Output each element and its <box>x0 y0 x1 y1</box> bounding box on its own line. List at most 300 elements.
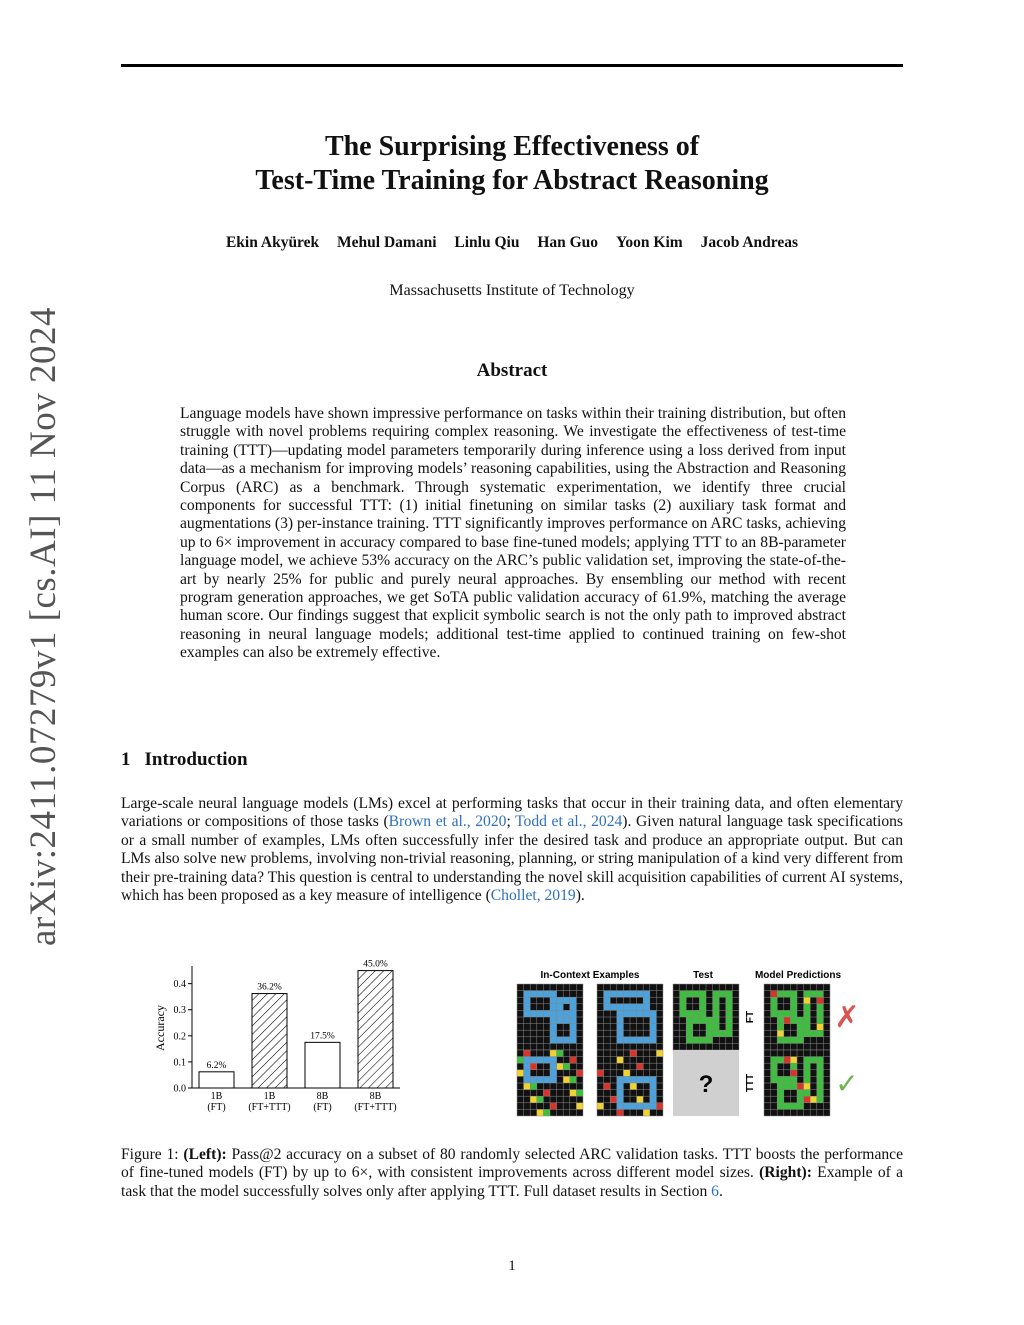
grid-cell <box>617 1096 624 1103</box>
check-mark-icon: ✓ <box>835 1068 859 1099</box>
bar <box>199 1072 234 1088</box>
grid-cell <box>570 1004 577 1011</box>
grid-cell <box>790 997 797 1004</box>
grid-cell <box>570 1024 577 1031</box>
grid-cell <box>784 1017 791 1024</box>
grid-cell <box>637 1103 644 1110</box>
grid-cell <box>643 1037 650 1044</box>
grid-cell <box>530 1057 537 1064</box>
grid-cell <box>790 1070 797 1077</box>
grid-cell <box>617 1004 624 1011</box>
grid-cell <box>804 1057 811 1064</box>
grid-cell <box>686 1024 693 1031</box>
row-label-ttt: TTT <box>745 1073 756 1093</box>
citation-link[interactable]: Chollet, 2019 <box>490 887 576 905</box>
author: Yoon Kim <box>615 234 683 251</box>
grid-cell <box>797 1037 804 1044</box>
citation-link[interactable]: Brown et al., 2020 <box>388 813 507 831</box>
grid-cell <box>637 1063 644 1070</box>
grid-cell <box>817 1076 824 1083</box>
grid-cell <box>784 1083 791 1090</box>
bar <box>305 1042 340 1088</box>
grid-cell <box>656 1103 663 1110</box>
grid-cell <box>790 991 797 998</box>
grid-cell <box>686 1037 693 1044</box>
author: Jacob Andreas <box>700 234 799 251</box>
wrong-mark-icon: ✗ <box>834 1001 860 1034</box>
grid-cell <box>570 1076 577 1083</box>
grid-cell <box>597 1070 604 1077</box>
grid-cell <box>790 1037 797 1044</box>
grid-cell <box>790 1083 797 1090</box>
grid-cell <box>784 991 791 998</box>
grid-cell <box>804 1004 811 1011</box>
grid-cell <box>617 1090 624 1097</box>
grid-cell <box>699 1037 706 1044</box>
header-model-predictions: Model Predictions <box>754 970 842 981</box>
grid-cell <box>771 1057 778 1064</box>
grid-cell <box>557 1010 564 1017</box>
grid-cell <box>804 1063 811 1070</box>
grid-cell <box>771 991 778 998</box>
intro-paragraph: Large-scale neural language models (LMs) excel at performing tasks that occur in their training data, and often elementary variations or compositions of those tasks (Brown et al., 2020; Todd et al., 2024). Given natural language task specifications or a small number of examples, LMs often successfully infer the desired task and produce an appropriate output. But can LMs also solve new problems, involving non-trivial reasoning, planning, or string manipulation of a kind very different from their pre-training data? This question is central to understanding the novel skill acquisition capabilities of current AI systems, which has been proposed as a key measure of intelligence (Chollet, 2019). <box>121 795 903 905</box>
grid-cell <box>771 1070 778 1077</box>
grid-cell <box>777 1076 784 1083</box>
grid-cell <box>777 991 784 998</box>
grid-cell <box>693 1017 700 1024</box>
grid-cell <box>630 991 637 998</box>
grid-cell <box>790 1076 797 1083</box>
intro-text: ). Given natural language task specifications or a small number of examples, LMs often successfully infer the desired task and produce an appropriate output. But can LMs also solve new problems, involving non-trivial reasoning, planning, or string manipulation of a kind very different from their pre-training data? This question is central to understanding the novel skill acquisition capabilities of current AI systems, which has been proposed as a key measure of intelligence ( <box>121 813 903 905</box>
grid-cell <box>570 1057 577 1064</box>
grid-cell <box>617 1076 624 1083</box>
grid-cell <box>570 1030 577 1037</box>
grid-cell <box>617 1109 624 1116</box>
grid-cell <box>530 1010 537 1017</box>
grid-cell <box>699 997 706 1004</box>
grid-cell <box>777 1083 784 1090</box>
grid-cell <box>550 1037 557 1044</box>
grid-cell <box>524 991 531 998</box>
grid-cell <box>726 991 733 998</box>
grid-cell <box>771 1076 778 1083</box>
grid-cell <box>617 1083 624 1090</box>
page-number: 1 <box>508 1258 516 1274</box>
grid-cell <box>686 991 693 998</box>
grid-cell <box>617 1037 624 1044</box>
grid-cell <box>597 1103 604 1110</box>
ft-prediction-grid <box>764 984 830 1050</box>
grid-cell <box>797 1030 804 1037</box>
grid-cell <box>804 1083 811 1090</box>
grid-cell <box>777 1057 784 1064</box>
section-heading <box>121 749 248 771</box>
author: Linlu Qiu <box>454 234 520 251</box>
grid-cell <box>543 1057 550 1064</box>
abstract-heading: Abstract <box>476 360 548 381</box>
x-tick-label: 1B <box>263 1091 276 1102</box>
example-output-grid-2 <box>597 1050 663 1116</box>
grid-cell <box>550 1070 557 1077</box>
grid-cell <box>817 1017 824 1024</box>
grid-cell <box>650 1096 657 1103</box>
ttt-prediction-grid <box>764 1050 830 1116</box>
grid-cell <box>713 997 720 1004</box>
grid-cell <box>550 1063 557 1070</box>
grid-cell <box>713 1004 720 1011</box>
grid-cell <box>637 1037 644 1044</box>
grid-cell <box>650 1017 657 1024</box>
x-tick-label: (FT) <box>207 1102 226 1113</box>
grid-cell <box>680 991 687 998</box>
accuracy-bar-chart <box>150 958 397 1118</box>
grid-cell <box>524 1083 531 1090</box>
grid-cell <box>680 1004 687 1011</box>
bar-value-label: 36.2% <box>257 982 282 993</box>
y-tick-label: 0.3 <box>173 1005 186 1017</box>
grid-cell <box>557 1037 564 1044</box>
grid-cell <box>630 1010 637 1017</box>
grid-cell <box>643 1076 650 1083</box>
grid-cell <box>623 1070 630 1077</box>
grid-cell <box>524 1050 531 1057</box>
grid-cell <box>784 1103 791 1110</box>
grid-cell <box>784 1037 791 1044</box>
grid-cell <box>706 1024 713 1031</box>
grid-cell <box>650 1090 657 1097</box>
grid-cell <box>617 1103 624 1110</box>
grid-cell <box>637 1010 644 1017</box>
example-grid-2 <box>597 984 663 1050</box>
grid-cell <box>570 1017 577 1024</box>
author: Han Guo <box>537 234 599 251</box>
grid-cell <box>570 1010 577 1017</box>
grid-cell <box>537 1076 544 1083</box>
section-number: 1 <box>121 749 131 770</box>
grid-cell <box>817 1096 824 1103</box>
grid-cell <box>784 1076 791 1083</box>
grid-cell <box>557 997 564 1004</box>
grid-cell <box>530 1096 537 1103</box>
grid-cell <box>623 1103 630 1110</box>
grid-cell <box>810 1096 817 1103</box>
bar-value-label: 17.5% <box>310 1031 335 1042</box>
example-output-grid-1 <box>517 1050 583 1116</box>
intro-text: Large-scale neural language models (LMs) excel at performing tasks that occur in their training data, and often elementary variations or compositions of those tasks ( <box>121 795 903 831</box>
grid-cell <box>817 1063 824 1070</box>
grid-cell <box>713 1010 720 1017</box>
grid-cell <box>771 1010 778 1017</box>
grid-cell <box>576 1090 583 1097</box>
grid-cell <box>790 1063 797 1070</box>
grid-cell <box>650 1024 657 1031</box>
grid-cell <box>543 1090 550 1097</box>
grid-cell <box>790 1057 797 1064</box>
author-list <box>121 234 903 252</box>
title-line-1: The Surprising Effectiveness of <box>324 131 700 162</box>
bar-value-label: 6.2% <box>206 1060 227 1071</box>
grid-cell <box>797 1024 804 1031</box>
grid-cell <box>810 1057 817 1064</box>
grid-cell <box>604 997 611 1004</box>
grid-cell <box>804 1076 811 1083</box>
grid-cell <box>537 1109 544 1116</box>
grid-cell <box>771 1063 778 1070</box>
grid-cell <box>570 1090 577 1097</box>
grid-cell <box>630 1103 637 1110</box>
grid-cell <box>623 991 630 998</box>
grid-cell <box>680 1010 687 1017</box>
grid-cell <box>550 1010 557 1017</box>
x-tick-label: 8B <box>316 1091 329 1102</box>
grid-cell <box>726 1004 733 1011</box>
grid-cell <box>643 1004 650 1011</box>
grid-cell <box>550 1017 557 1024</box>
figure-caption: Figure 1: (Left): Pass@2 accuracy on a subset of 80 randomly selected ARC validation tasks. TTT boosts the performance of fine-tuned models (FT) by up to 6×, with consistent improvements across different model sizes. (Right): Example of a task that the model successfully solves only after applying TTT. Full dataset results in Section 6. <box>121 1146 903 1200</box>
grid-cell <box>686 1017 693 1024</box>
grid-cell <box>726 1017 733 1024</box>
top-rule <box>121 64 903 67</box>
grid-cell <box>524 997 531 1004</box>
grid-cell <box>817 1057 824 1064</box>
grid-cell <box>699 1017 706 1024</box>
arc-task-figure <box>505 962 885 1122</box>
grid-cell <box>643 997 650 1004</box>
grid-cell <box>777 1017 784 1024</box>
grid-cell <box>804 1090 811 1097</box>
grid-cell <box>557 1050 564 1057</box>
grid-cell <box>643 1010 650 1017</box>
grid-cell <box>797 1096 804 1103</box>
grid-cell <box>570 997 577 1004</box>
y-axis-label: Accuracy <box>153 1005 167 1051</box>
grid-cell <box>790 1017 797 1024</box>
grid-cell <box>643 991 650 998</box>
grid-cell <box>550 1050 557 1057</box>
grid-cell <box>617 991 624 998</box>
grid-cell <box>637 991 644 998</box>
grid-cell <box>557 1004 564 1011</box>
grid-cell <box>637 1096 644 1103</box>
grid-cell <box>804 1070 811 1077</box>
grid-cell <box>617 1030 624 1037</box>
grid-cell <box>777 1024 784 1031</box>
grid-cell <box>563 1037 570 1044</box>
x-tick-label: (FT+TTT) <box>248 1102 291 1113</box>
bar <box>252 994 287 1088</box>
header-test: Test <box>693 970 713 981</box>
grid-cell <box>706 1017 713 1024</box>
grid-cell <box>530 1063 537 1070</box>
grid-cell <box>797 1103 804 1110</box>
test-input-grid <box>673 984 739 1050</box>
grid-cell <box>804 1096 811 1103</box>
grid-cell <box>623 1076 630 1083</box>
grid-cell <box>719 991 726 998</box>
grid-cell <box>550 1030 557 1037</box>
grid-cell <box>623 1010 630 1017</box>
grid-cell <box>680 997 687 1004</box>
grid-cell <box>623 1004 630 1011</box>
bar-value-label: 45.0% <box>363 959 388 970</box>
x-tick-label: (FT+TTT) <box>354 1102 397 1113</box>
grid-cell <box>537 1096 544 1103</box>
caption-left-tag: (Left): <box>183 1146 227 1163</box>
grid-cell <box>563 1076 570 1083</box>
grid-cell <box>817 1004 824 1011</box>
grid-cell <box>713 1017 720 1024</box>
grid-cell <box>817 1024 824 1031</box>
abstract-text: Language models have shown impressive performance on tasks within their training distribution, but often struggle with novel problems requiring complex reasoning. We investigate the effectiveness of test-time training (TTT)—updating model parameters temporarily during inference using a loss derived from input data—as a mechanism for improving models’ reasoning capabilities, using the Abstraction and Reasoning Corpus (ARC) as a benchmark. Through systematic experimentation, we identify three crucial components for successful TTT: (1) initial finetuning on similar tasks (2) auxiliary task format and augmentations (3) per-instance training. TTT significantly improves performance on ARC tasks, achieving up to 6× improvement in accuracy compared to base fine-tuned models; applying TTT to an 8B-parameter language model, we achieve 53% accuracy on the ARC’s public validation set, improving the state-of-the-art by nearly 25% for public and purely neural approaches. By ensembling our method with recent program generation approaches, we get SoTA public validation accuracy of 61.9%, matching the average human score. Our findings suggest that explicit symbolic search is not the only path to improved abstract reasoning in neural language models; additional test-time applied to continued training on few-shot examples can also be extremely effective. <box>180 405 846 662</box>
grid-cell <box>550 991 557 998</box>
grid-cell <box>530 1076 537 1083</box>
grid-cell <box>713 1024 720 1031</box>
grid-cell <box>706 1037 713 1044</box>
grid-cell <box>693 1037 700 1044</box>
grid-cell <box>604 991 611 998</box>
citation-link[interactable]: Todd et al., 2024 <box>515 813 623 831</box>
grid-cell <box>777 1010 784 1017</box>
grid-cell <box>650 1083 657 1090</box>
grid-cell <box>699 1010 706 1017</box>
grid-cell <box>537 1010 544 1017</box>
grid-cell <box>617 1017 624 1024</box>
grid-cell <box>550 1004 557 1011</box>
grid-cell <box>784 1010 791 1017</box>
grid-cell <box>563 1017 570 1024</box>
grid-cell <box>563 1010 570 1017</box>
grid-cell <box>771 997 778 1004</box>
grid-cell <box>650 1076 657 1083</box>
grid-cell <box>630 1004 637 1011</box>
grid-cell <box>650 1030 657 1037</box>
grid-cell <box>790 1010 797 1017</box>
grid-cell <box>537 991 544 998</box>
grid-cell <box>524 1070 531 1077</box>
grid-cell <box>790 1103 797 1110</box>
grid-cell <box>804 1010 811 1017</box>
grid-cell <box>570 1037 577 1044</box>
grid-cell <box>797 1083 804 1090</box>
grid-cell <box>790 1004 797 1011</box>
grid-cell <box>726 1030 733 1037</box>
x-tick-label: 8B <box>369 1091 382 1102</box>
example-grid-1 <box>517 984 583 1050</box>
grid-cell <box>537 1057 544 1064</box>
grid-cell <box>530 991 537 998</box>
caption-right-tag: (Right): <box>759 1164 812 1182</box>
affiliation: Massachusetts Institute of Technology <box>389 282 635 299</box>
grid-cell <box>804 997 811 1004</box>
grid-cell <box>617 1024 624 1031</box>
grid-cell <box>777 1096 784 1103</box>
grid-cell <box>517 1057 524 1064</box>
section-ref-link[interactable]: 6 <box>711 1182 719 1200</box>
grid-cell <box>726 997 733 1004</box>
grid-cell <box>610 1096 617 1103</box>
grid-cell <box>543 1109 550 1116</box>
grid-cell <box>797 1090 804 1097</box>
grid-cell <box>563 997 570 1004</box>
grid-cell <box>550 1076 557 1083</box>
title-line-2: Test-Time Training for Abstract Reasoning <box>255 165 769 196</box>
grid-cell <box>530 1083 537 1090</box>
grid-cell <box>524 1010 531 1017</box>
grid-cell <box>617 1010 624 1017</box>
grid-cell <box>810 991 817 998</box>
grid-cell <box>817 1090 824 1097</box>
grid-cell <box>604 1004 611 1011</box>
grid-cell <box>810 1030 817 1037</box>
grid-cell <box>726 1010 733 1017</box>
grid-cell <box>777 1090 784 1097</box>
grid-cell <box>630 1050 637 1057</box>
grid-cell <box>543 1010 550 1017</box>
grid-cell <box>643 1103 650 1110</box>
grid-cell <box>524 1076 531 1083</box>
grid-cell <box>777 1030 784 1037</box>
grid-cell <box>637 1076 644 1083</box>
grid-cell <box>524 1004 531 1011</box>
y-tick-label: 0.0 <box>173 1083 186 1095</box>
bar <box>358 971 393 1088</box>
grid-cell <box>557 1063 564 1070</box>
grid-cell <box>637 1004 644 1011</box>
grid-cell <box>817 997 824 1004</box>
grid-cell <box>650 1010 657 1017</box>
grid-cell <box>686 1030 693 1037</box>
grid-cell <box>804 1030 811 1037</box>
y-tick-label: 0.2 <box>173 1031 186 1043</box>
author: Ekin Akyürek <box>225 234 320 251</box>
grid-cell <box>719 1030 726 1037</box>
header-in-context: In-Context Examples <box>540 970 640 981</box>
grid-cell <box>630 1076 637 1083</box>
row-label-ft: FT <box>745 1010 756 1024</box>
grid-cell <box>550 997 557 1004</box>
grid-cell <box>713 1030 720 1037</box>
grid-cell <box>543 1076 550 1083</box>
grid-cell <box>777 1103 784 1110</box>
grid-cell <box>610 1004 617 1011</box>
grid-cell <box>817 1083 824 1090</box>
grid-cell <box>524 1063 531 1070</box>
y-tick-label: 0.4 <box>173 979 186 991</box>
question-mark: ? <box>698 1071 714 1098</box>
grid-cell <box>804 1024 811 1031</box>
grid-cell <box>693 1010 700 1017</box>
grid-cell <box>804 1017 811 1024</box>
grid-cell <box>576 1103 583 1110</box>
grid-cell <box>576 1070 583 1077</box>
grid-cell <box>610 991 617 998</box>
grid-cell <box>804 991 811 998</box>
grid-cell <box>650 1103 657 1110</box>
grid-cell <box>643 1109 650 1116</box>
section-title: Introduction <box>144 749 248 770</box>
grid-cell <box>726 1024 733 1031</box>
grid-cell <box>817 991 824 998</box>
grid-cell <box>686 1010 693 1017</box>
x-tick-label: (FT) <box>313 1102 332 1113</box>
author: Mehul Damani <box>337 234 437 251</box>
grid-cell <box>550 1024 557 1031</box>
grid-cell <box>817 1010 824 1017</box>
grid-cell <box>656 1050 663 1057</box>
grid-cell <box>517 1070 524 1077</box>
grid-cell <box>784 1057 791 1064</box>
grid-cell <box>550 1057 557 1064</box>
